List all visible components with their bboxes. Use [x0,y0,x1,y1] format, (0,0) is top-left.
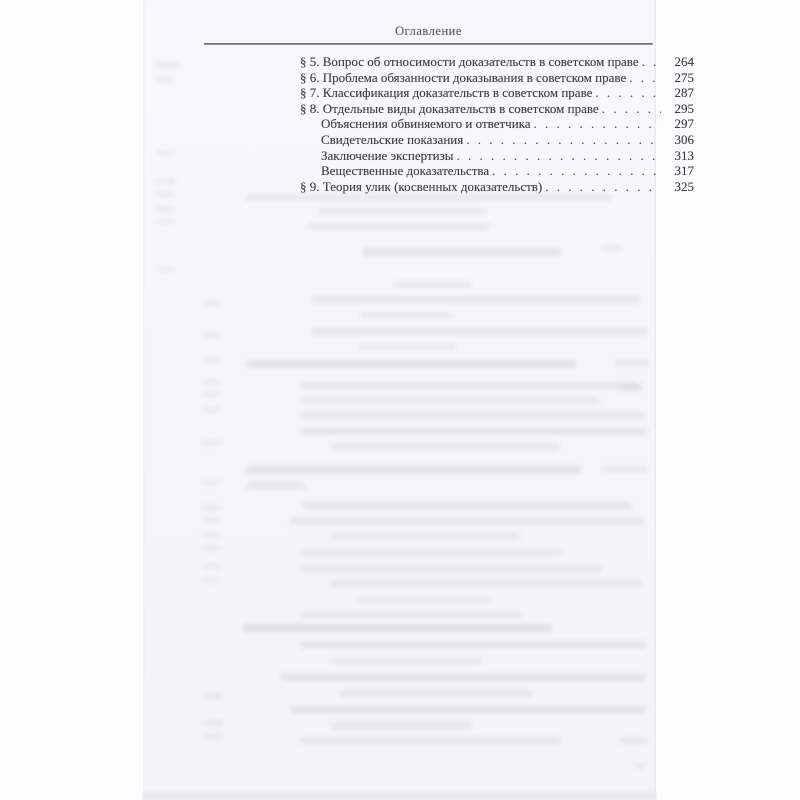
toc-entry-label: § 7. Классификация доказательств в советском праве [300,85,593,101]
toc-entry-page: 275 [674,69,694,85]
dot-leader [629,70,661,86]
toc-entry [300,163,694,179]
header-rule [204,43,653,45]
toc-entry-label: Заключение экспертизы [321,147,454,163]
toc-entry-label: Вещественные доказательства [321,163,490,179]
toc-entry-label: § 5. Вопрос об относимости доказательств в советском праве [300,54,639,69]
toc-list [300,54,694,194]
toc-entry [300,101,694,117]
toc-entry [300,179,694,195]
toc-entry-page: 295 [674,100,694,116]
toc-entry-page: 306 [674,131,694,147]
dot-leader [602,101,661,117]
toc-entry-page: 325 [674,178,694,194]
running-head-title: Оглавление [395,24,462,38]
toc-entry [300,132,694,148]
toc-entry-label: Объяснения обвиняемого и ответчика [321,116,531,132]
book-page [143,0,694,800]
dot-leader [534,116,661,132]
dot-leader [492,163,661,179]
toc-entry-label: § 6. Проблема обязанности доказывания в советском праве [300,69,627,85]
toc-entry-page: 264 [674,54,694,69]
toc-entry [300,148,694,164]
toc-entry-label: Свидетельские показания [321,131,464,147]
dot-leader [545,179,661,195]
toc-entry [300,70,694,86]
toc-entry-page: 317 [674,163,694,179]
toc-entry-page: 313 [674,147,694,163]
dot-leader [456,148,661,164]
toc-entry [300,54,694,70]
toc-entry-page: 287 [674,85,694,101]
toc-entry-label: § 8. Отдельные виды доказательств в советском праве [300,100,599,116]
toc-entry [300,85,694,101]
page-bottom-edge [143,792,656,800]
toc-entry [300,116,694,132]
toc-entry-label: § 9. Теория улик (косвенных доказательств) [300,178,543,194]
toc-entry-page: 297 [674,116,694,132]
dot-leader [466,132,661,148]
dot-leader [642,54,661,70]
dot-leader [595,85,661,101]
